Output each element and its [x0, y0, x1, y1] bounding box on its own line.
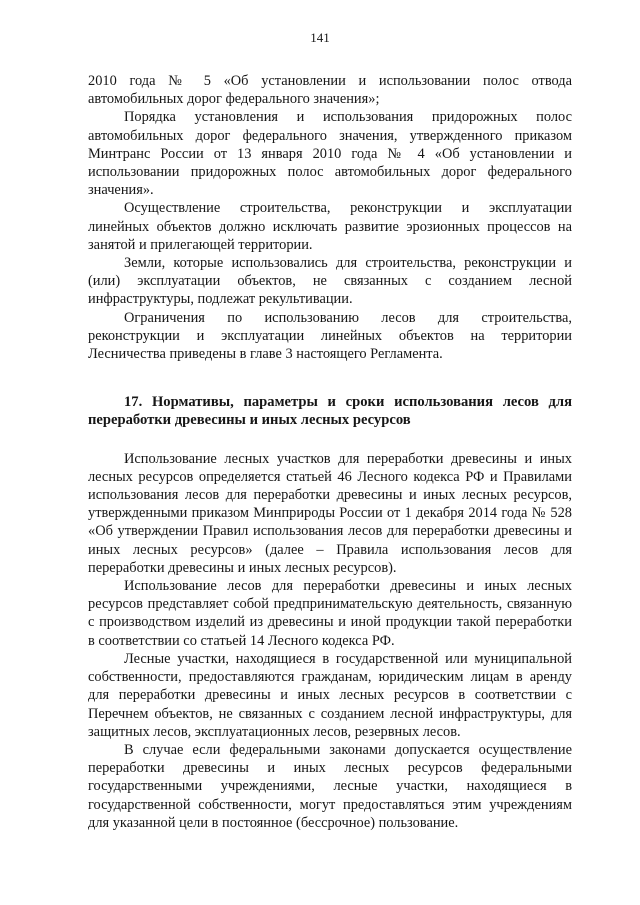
paragraph: Порядка установления и использования придорожных полос автомобильных дорог федерального значения, утвержденного приказом Минтранс России от 13 января 2010 года № 4 «Об установлении и использовании придорожных полос автомобильных дорог федерального значения». — [88, 109, 572, 199]
paragraph: Использование лесов для переработки древесины и иных лесных ресурсов представляет собой предпринимательскую деятельность, связанную с производством изделий из древесины и иной продукции такой переработки в соответствии со статьей 14 Лесного кодекса РФ. — [88, 578, 572, 649]
document-body — [88, 72, 572, 832]
paragraph: Земли, которые использовались для строительства, реконструкции и (или) эксплуатации объектов, не связанных с созданием лесной инфраструктуры, подлежат рекультивации. — [88, 255, 572, 308]
paragraph: Лесные участки, находящиеся в государственной или муниципальной собственности, предоставляются гражданам, юридическим лицам в аренду для переработки древесины и иных лесных ресурсов в соответствии с Перечнем объектов, не связанных с созданием лесной инфраструктуры, для защитных лесов, эксплуатационных лесов, резервных лесов. — [88, 650, 572, 740]
paragraph-continuation: 2010 года № 5 «Об установлении и использовании полос отвода автомобильных дорог федерального значения»; — [88, 73, 572, 108]
paragraph: Ограничения по использованию лесов для строительства, реконструкции и эксплуатации линейных объектов на территории Лесничества приведены в главе 3 настоящего Регламента. — [88, 309, 572, 363]
section-heading: 17. Нормативы, параметры и сроки использования лесов для переработки древесины и иных лесных ресурсов — [88, 394, 572, 429]
paragraph: Осуществление строительства, реконструкции и эксплуатации линейных объектов должно исключать развитие эрозионных процессов на занятой и прилегающей территории. — [88, 200, 572, 253]
paragraph: В случае если федеральными законами допускается осуществление переработки древесины и иных лесных ресурсов федеральными государственными учреждениями, лесные участки, находящиеся в государственной собственности, могут предоставляться этим учреждениям для указанной цели в постоянное (бессрочное) пользование. — [88, 741, 572, 831]
page-number: 141 — [310, 30, 330, 45]
paragraph: Использование лесных участков для переработки древесины и иных лесных ресурсов определяется статьей 46 Лесного кодекса РФ и Правилами использования лесов для переработки древесины и иных лесных ресурсов, утвержденными приказом Минприроды России от 1 декабря 2014 года № 528 «Об утверждении Правил использования лесов для переработки древесины и иных лесных ресурсов» (далее – Правила использования лесов для переработки древесины и иных лесных ресурсов). — [88, 450, 572, 576]
